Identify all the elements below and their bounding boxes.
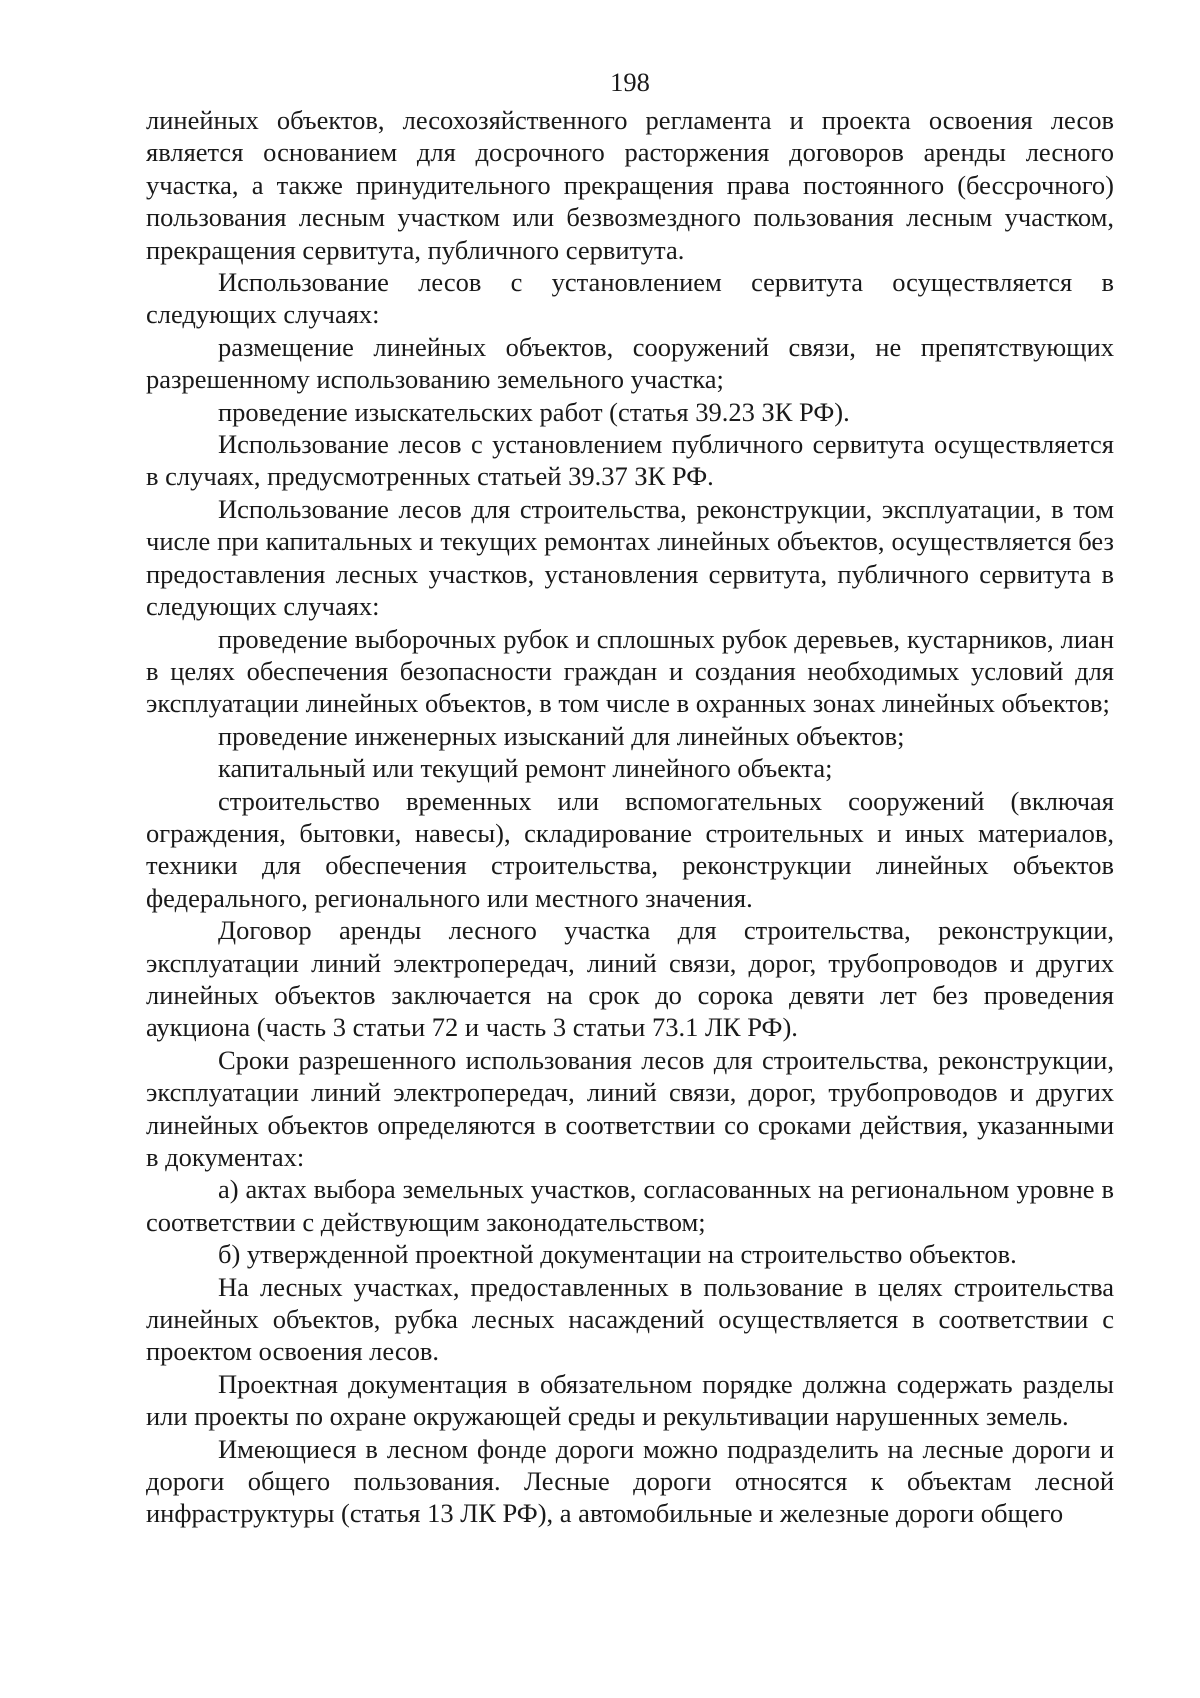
page-number: 198 bbox=[610, 67, 650, 97]
list-item-linear-objects: размещение линейных объектов, сооружений связи, не препятствующих разрешенному использованию земельного участка; bbox=[146, 331, 1114, 395]
paragraph-without-provision: Использование лесов для строительства, реконструкции, эксплуатации, в том числе при капитальных и текущих ремонтах линейных объектов, осуществляется без предоставления лесных участков, установления сервитута, публичного сервитута в следующих случаях: bbox=[146, 493, 1114, 622]
paragraph-felling-on-plots: На лесных участках, предоставленных в пользование в целях строительства линейных объектов, рубка лесных насаждений осуществляется в соответствии с проектом освоения лесов. bbox=[146, 1271, 1114, 1367]
paragraph-roads: Имеющиеся в лесном фонде дороги можно подразделить на лесные дороги и дороги общего пользования. Лесные дороги относятся к объектам лесной инфраструктуры (статья 13 ЛК РФ), а автомобильные и железные дороги общего bbox=[146, 1433, 1114, 1529]
list-item-temporary-structures: строительство временных или вспомогательных сооружений (включая ограждения, бытовки, навесы), складирование строительных и иных материалов, техники для обеспечения строительства, реконструкции линейных объектов федерального, регионального или местного значения. bbox=[146, 785, 1114, 913]
paragraph-continuation: линейных объектов, лесохозяйственного регламента и проекта освоения лесов является основанием для досрочного расторжения договоров аренды лесного участка, а также принудительного прекращения права постоянного (бессрочного) пользования лесным участком или безвозмездного пользования лесным участком, прекращения сервитута, публичного сервитута. bbox=[146, 105, 1114, 265]
paragraph-public-servitude: Использование лесов с установлением публичного сервитута осуществляется в случаях, предусмотренных статьей 39.37 ЗК РФ. bbox=[146, 429, 1114, 492]
list-item-repair: капитальный или текущий ремонт линейного объекта; bbox=[218, 753, 833, 784]
list-item-selection-acts: а) актах выбора земельных участков, согласованных на региональном уровне в соответствии с действующим законодательством; bbox=[146, 1174, 1114, 1237]
document-page bbox=[146, 66, 1114, 1530]
list-item-project-documentation: б) утвержденной проектной документации на строительство объектов. bbox=[218, 1239, 1017, 1270]
paragraph-usage-terms: Сроки разрешенного использования лесов для строительства, реконструкции, эксплуатации линий электропередач, линий связи, дорог, трубопроводов и других линейных объектов определяются в соответствии со сроками действия, указанными в документах: bbox=[146, 1044, 1114, 1172]
paragraph-servitude-cases: Использование лесов с установлением сервитута осуществляется в следующих случаях: bbox=[146, 267, 1114, 330]
list-item-felling: проведение выборочных рубок и сплошных рубок деревьев, кустарников, лиан в целях обеспечения безопасности граждан и создания необходимых условий для эксплуатации линейных объектов, в том числе в охранных зонах линейных объектов; bbox=[146, 623, 1114, 719]
list-item-survey-works: проведение изыскательских работ (статья 39.23 ЗК РФ). bbox=[218, 396, 850, 427]
paragraph-lease-agreement: Договор аренды лесного участка для строительства, реконструкции, эксплуатации линий электропередач, линий связи, дорог, трубопроводов и других линейных объектов заключается на срок до сорока девяти лет без проведения аукциона (часть 3 статьи 72 и часть 3 статьи 73.1 ЛК РФ). bbox=[146, 915, 1114, 1043]
paragraph-environmental-sections: Проектная документация в обязательном порядке должна содержать разделы или проекты по охране окружающей среды и рекультивации нарушенных земель. bbox=[146, 1368, 1114, 1432]
list-item-engineering-surveys: проведение инженерных изысканий для линейных объектов; bbox=[218, 720, 905, 751]
